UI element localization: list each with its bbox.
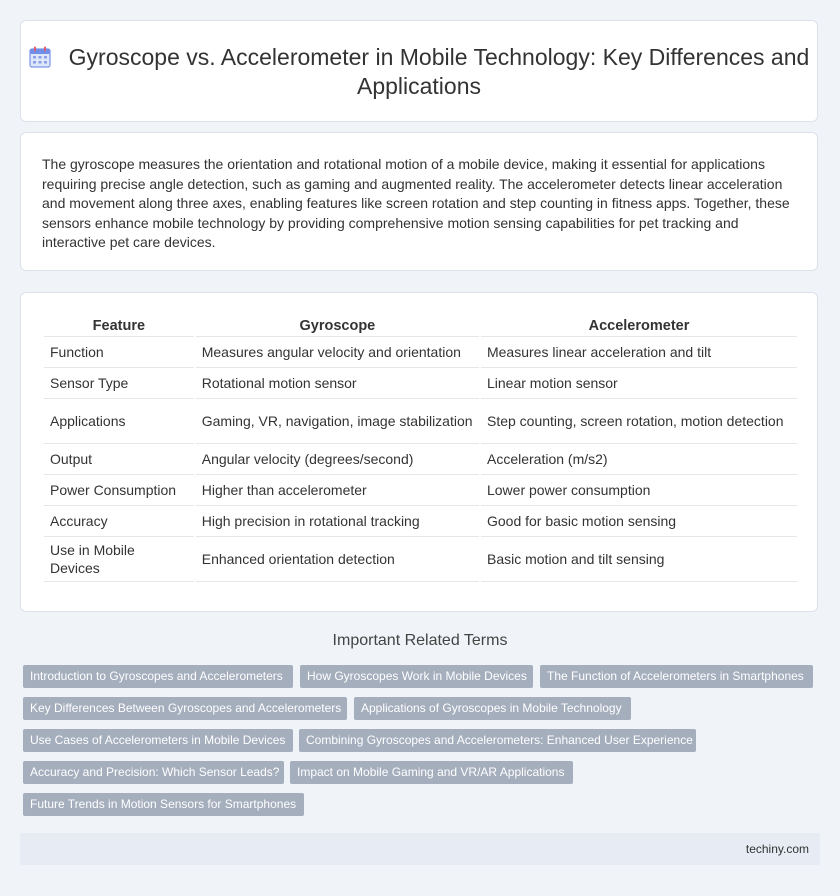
related-term-tag[interactable]: Introduction to Gyroscopes and Accelerometers [23,665,293,688]
footer [20,833,820,865]
table-row [44,337,797,368]
comparison-table [42,315,799,582]
table-row [44,537,797,582]
related-term-tag[interactable]: Impact on Mobile Gaming and VR/AR Applications [290,761,573,784]
table-cell: Output [44,444,194,475]
table-cell: Basic motion and tilt sensing [481,537,797,582]
column-header: Feature [44,315,194,337]
table-cell: Acceleration (m/s2) [481,444,797,475]
table-cell: Sensor Type [44,368,194,399]
table-cell: Enhanced orientation detection [196,537,479,582]
table-cell: Step counting, screen rotation, motion detection [481,399,797,444]
comparison-card [20,292,818,612]
table-cell: Linear motion sensor [481,368,797,399]
related-term-tag[interactable]: Accuracy and Precision: Which Sensor Leads? [23,761,284,784]
table-cell: Function [44,337,194,368]
table-cell: Gaming, VR, navigation, image stabilization [196,399,479,444]
table-cell: Accuracy [44,506,194,537]
related-term-tag[interactable]: Use Cases of Accelerometers in Mobile Devices [23,729,293,752]
table-cell: Rotational motion sensor [196,368,479,399]
page-title [21,43,817,101]
related-term-tag[interactable]: Future Trends in Motion Sensors for Smartphones [23,793,304,816]
column-header: Gyroscope [196,315,479,337]
table-cell: Use in Mobile Devices [44,537,194,582]
table-cell: Angular velocity (degrees/second) [196,444,479,475]
related-terms-heading: Important Related Terms [332,632,508,649]
table-row [44,475,797,506]
table-cell: Measures angular velocity and orientation [196,337,479,368]
table-row [44,399,797,444]
column-header: Accelerometer [481,315,797,337]
page-title-text: Gyroscope vs. Accelerometer in Mobile Technology: Key Differences and Applications [68,44,810,99]
table-cell: Measures linear acceleration and tilt [481,337,797,368]
intro-card [20,132,818,271]
intro-paragraph: The gyroscope measures the orientation and rotational motion of a mobile device, making it essential for applications requiring precise angle detection, such as gaming and augmented reality. The accelerometer detects linear acceleration and movement along three axes, enabling features like screen rotation and step counting in fitness apps. Together, these sensors enhance mobile technology by providing comprehensive motion sensing capabilities for pet tracking and interactive pet care devices. [42,156,790,250]
table-cell: Good for basic motion sensing [481,506,797,537]
footer-site-name[interactable]: techiny.com [745,842,809,856]
related-term-tag[interactable]: How Gyroscopes Work in Mobile Devices [300,665,533,688]
related-term-tag[interactable]: Applications of Gyroscopes in Mobile Technology [354,697,631,720]
table-cell: Higher than accelerometer [196,475,479,506]
table-cell: Applications [44,399,194,444]
table-header-row [44,315,797,337]
table-cell: Power Consumption [44,475,194,506]
table-row [44,444,797,475]
related-term-tag[interactable]: The Function of Accelerometers in Smartphones [540,665,813,688]
related-term-tag[interactable]: Key Differences Between Gyroscopes and Accelerometers [23,697,347,720]
title-card [20,20,818,122]
calendar-icon [29,46,51,68]
table-row [44,506,797,537]
table-row [44,368,797,399]
table-cell: Lower power consumption [481,475,797,506]
related-term-tag[interactable]: Combining Gyroscopes and Accelerometers: Enhanced User Experience [299,729,696,752]
table-cell: High precision in rotational tracking [196,506,479,537]
